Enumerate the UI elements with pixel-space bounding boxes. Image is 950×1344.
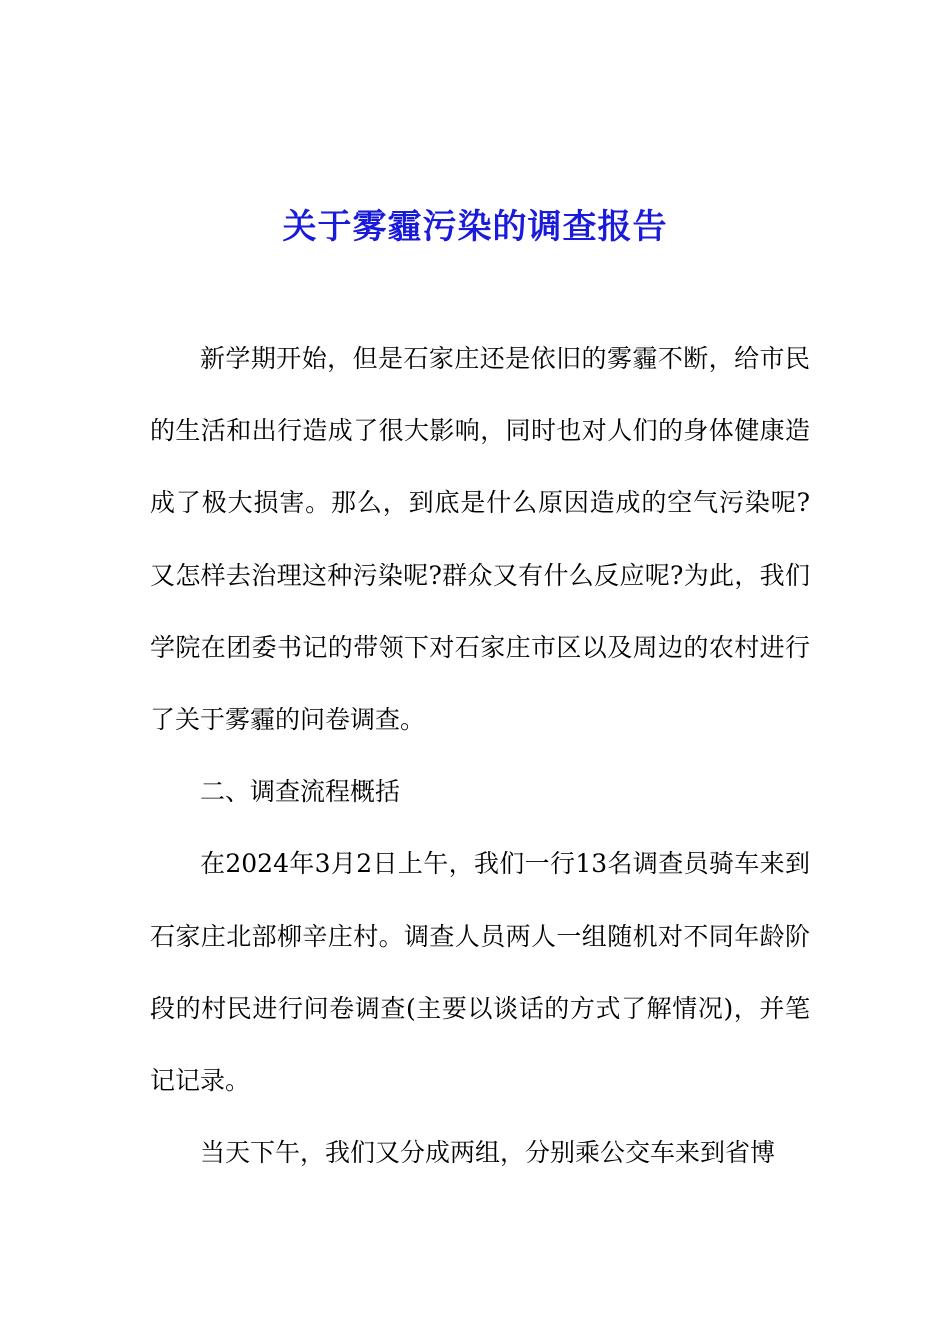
paragraph-morning: 在2024年3月2日上午，我们一行13名调查员骑车来到石家庄北部柳辛庄村。调查人员两人一组随机对不同年龄阶段的村民进行问卷调查(主要以谈话的方式了解情况)，并笔记记录。 [150,849,810,1096]
document-title: 关于雾霾污染的调查报告 [282,206,668,247]
document-body [150,323,810,1189]
paragraph-afternoon: 当天下午，我们又分成两组，分别乘公交车来到省博 [200,1138,776,1168]
section-heading: 二、调查流程概括 [200,777,401,807]
paragraph-intro: 新学期开始，但是石家庄还是依旧的雾霾不断，给市民的生活和出行造成了很大影响，同时也对人们的身体健康造成了极大损害。那么，到底是什么原因造成的空气污染呢?又怎样去治理这种污染呢?群众又有什么反应呢?为此，我们学院在团委书记的带领下对石家庄市区以及周边的农村进行了关于雾霾的问卷调查。 [150,344,810,735]
